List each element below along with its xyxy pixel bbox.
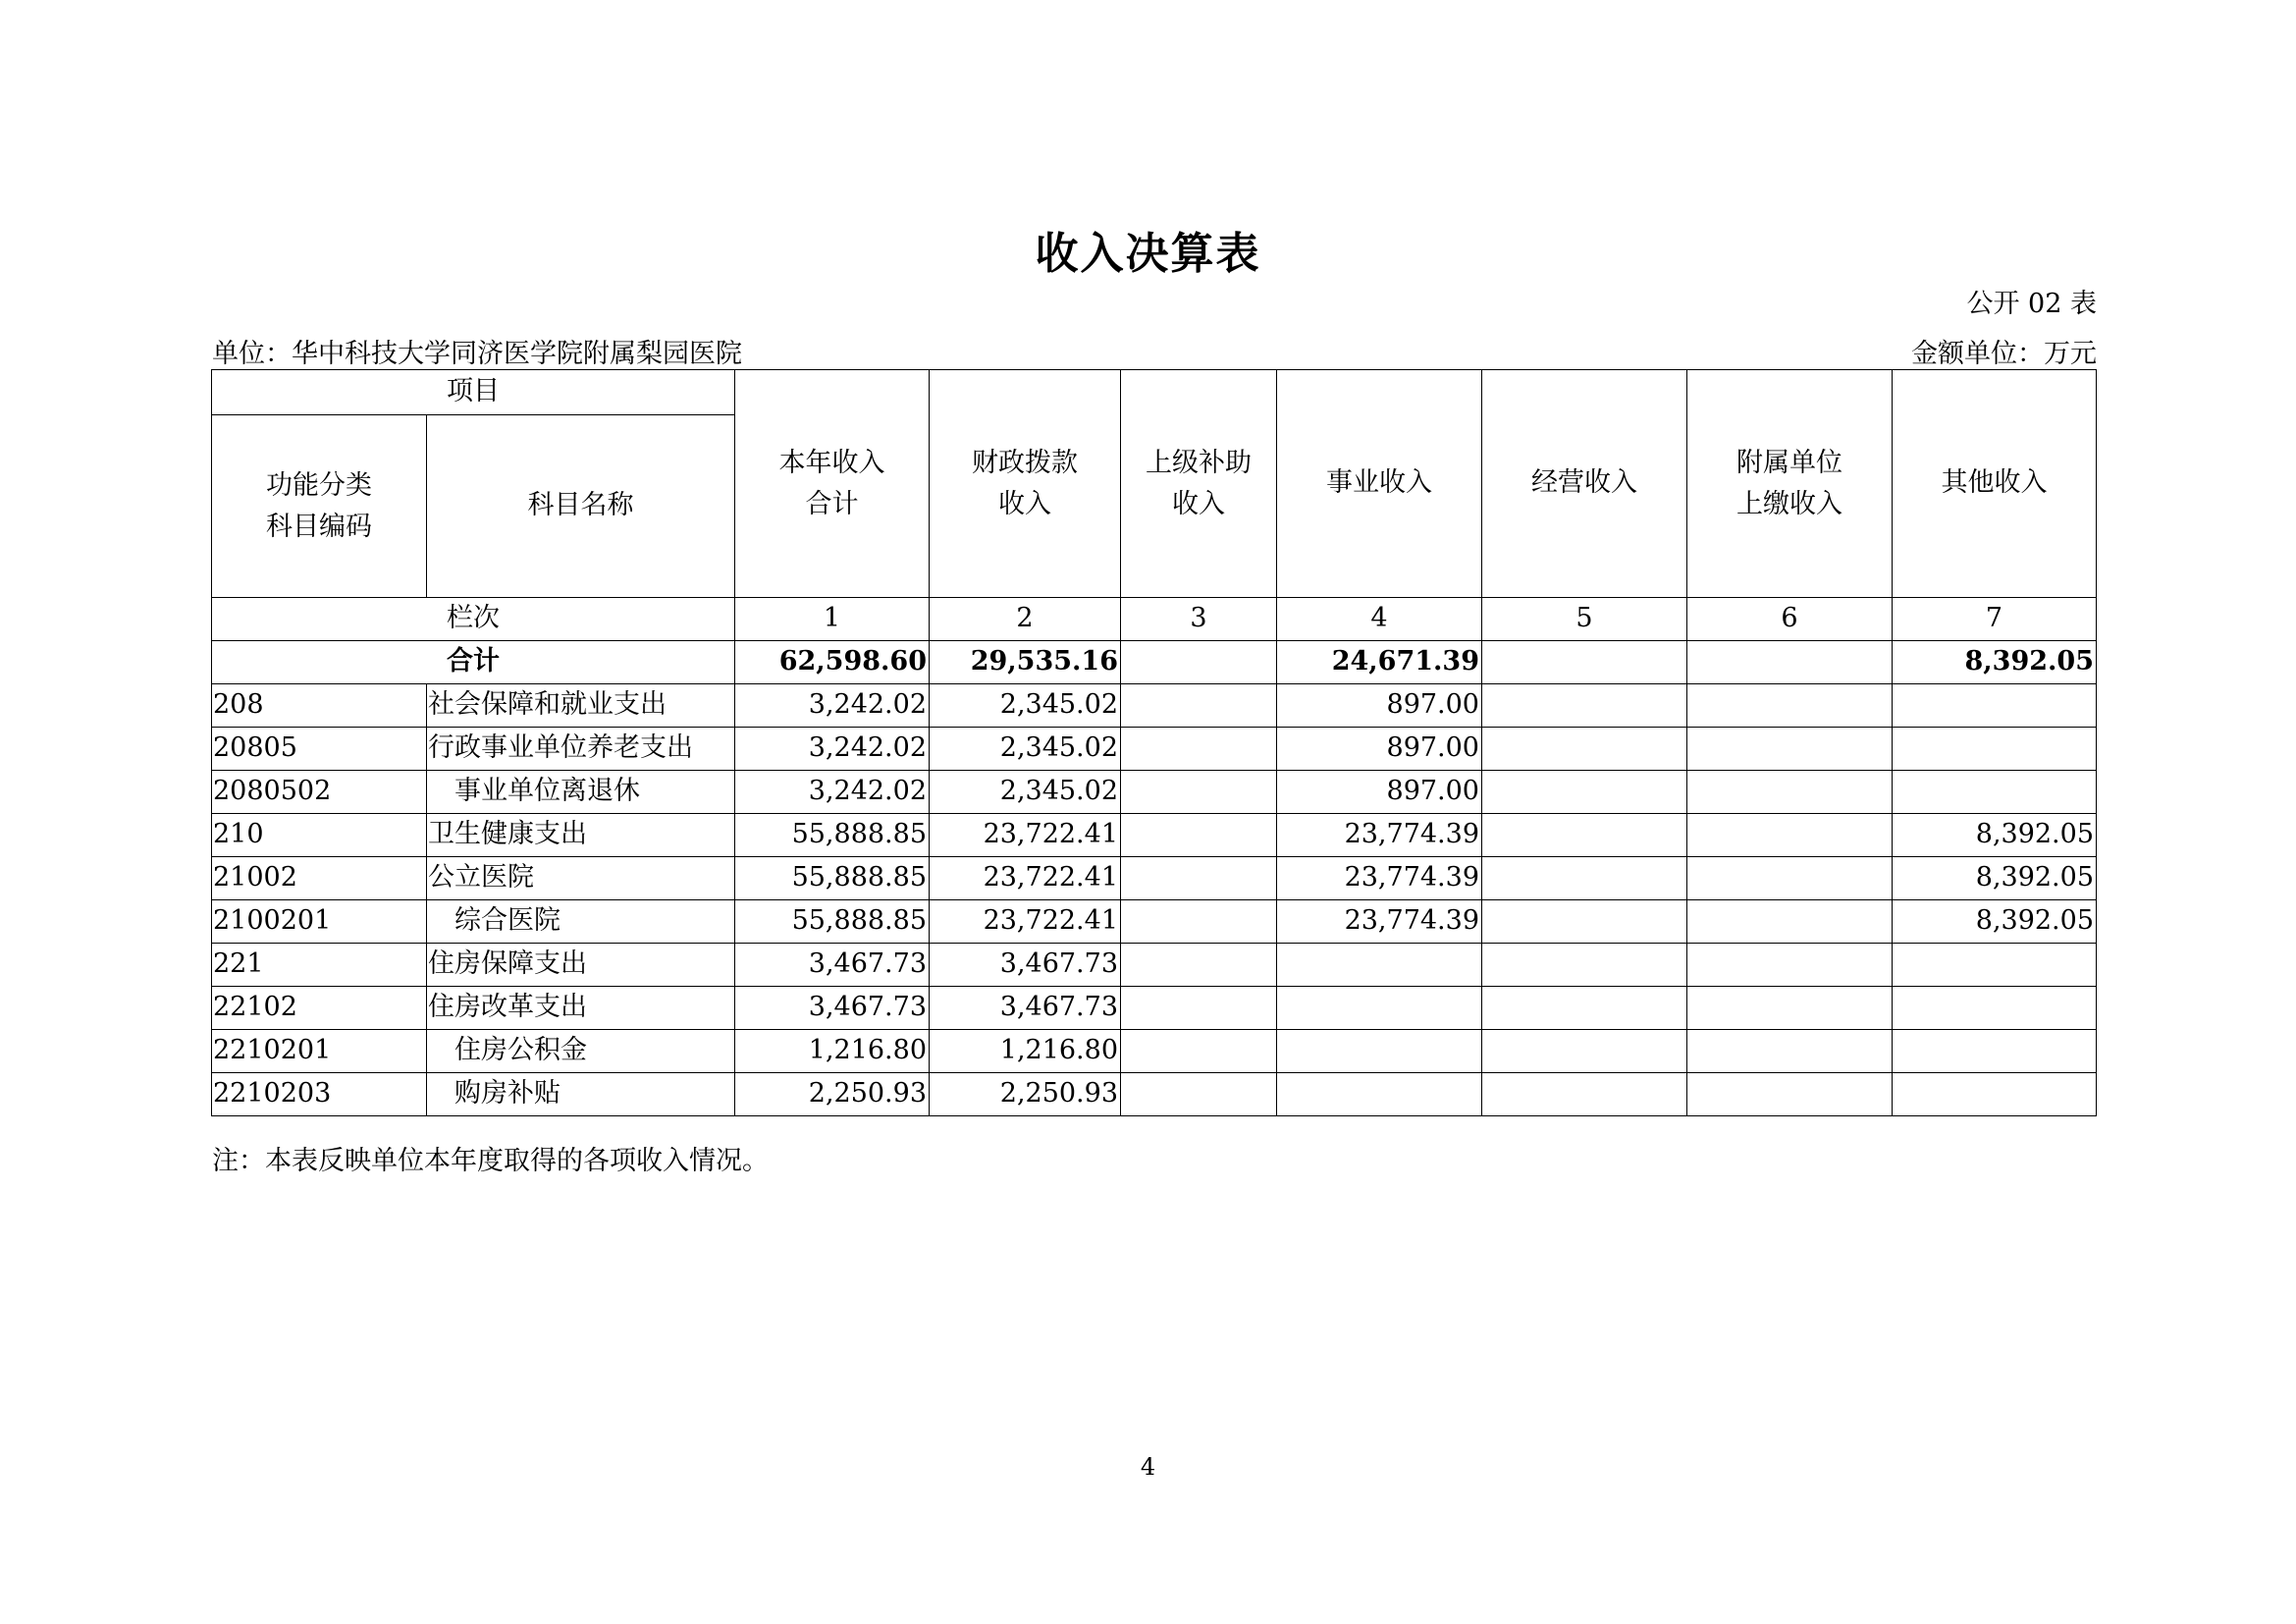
column-index-cell: 6 xyxy=(1687,598,1893,641)
amount-cell xyxy=(1687,857,1893,900)
column-index-cell: 2 xyxy=(930,598,1121,641)
amount-cell: 23,722.41 xyxy=(930,814,1121,857)
subject-name: 卫生健康支出 xyxy=(427,814,735,857)
subject-name: 事业单位离退休 xyxy=(427,771,735,814)
table-row xyxy=(212,728,2097,771)
amount-cell xyxy=(1277,987,1482,1030)
subject-name: 公立医院 xyxy=(427,857,735,900)
page-number: 4 xyxy=(1140,1453,1156,1481)
table-row xyxy=(212,771,2097,814)
amount-cell xyxy=(1687,728,1893,771)
unit-label: 单位：华中科技大学同济医学院附属梨园医院 xyxy=(212,339,742,369)
amount-cell: 897.00 xyxy=(1277,684,1482,728)
subject-code: 2100201 xyxy=(212,900,427,944)
amount-cell xyxy=(1893,1030,2097,1073)
amount-cell xyxy=(1277,1073,1482,1116)
amount-cell xyxy=(1482,771,1687,814)
subject-name: 行政事业单位养老支出 xyxy=(427,728,735,771)
header-col3-line1: 上级补助 xyxy=(1146,447,1252,478)
amount-cell: 2,345.02 xyxy=(930,728,1121,771)
amount-cell: 1,216.80 xyxy=(930,1030,1121,1073)
column-index-cell: 3 xyxy=(1121,598,1277,641)
amount-cell xyxy=(1482,814,1687,857)
total-row xyxy=(212,641,2097,684)
header-col4: 事业收入 xyxy=(1277,370,1482,598)
header-col1 xyxy=(735,370,930,598)
amount-cell xyxy=(1687,900,1893,944)
amount-cell xyxy=(1482,684,1687,728)
total-label: 合计 xyxy=(212,641,735,684)
subject-code: 22102 xyxy=(212,987,427,1030)
footnote: 注：本表反映单位本年度取得的各项收入情况。 xyxy=(212,1146,769,1176)
subject-name: 综合医院 xyxy=(427,900,735,944)
amount-cell xyxy=(1893,684,2097,728)
table-row xyxy=(212,814,2097,857)
header-col7: 其他收入 xyxy=(1893,370,2097,598)
amount-cell xyxy=(1687,1073,1893,1116)
header-col2 xyxy=(930,370,1121,598)
amount-cell: 2,250.93 xyxy=(735,1073,930,1116)
header-func-code-line2: 科目编码 xyxy=(266,511,372,542)
amount-cell: 23,774.39 xyxy=(1277,857,1482,900)
amount-cell xyxy=(1121,987,1277,1030)
total-cell xyxy=(1482,641,1687,684)
amount-cell: 3,467.73 xyxy=(735,987,930,1030)
amount-cell xyxy=(1482,944,1687,987)
amount-cell: 55,888.85 xyxy=(735,814,930,857)
header-func-code xyxy=(212,415,427,598)
header-project: 项目 xyxy=(212,370,735,415)
total-cell xyxy=(1121,641,1277,684)
header-col5: 经营收入 xyxy=(1482,370,1687,598)
amount-cell xyxy=(1121,684,1277,728)
amount-cell xyxy=(1482,1030,1687,1073)
amount-cell: 55,888.85 xyxy=(735,900,930,944)
amount-cell xyxy=(1121,857,1277,900)
amount-cell xyxy=(1893,987,2097,1030)
column-index-cell: 7 xyxy=(1893,598,2097,641)
header-subject-name: 科目名称 xyxy=(427,415,735,598)
amount-cell xyxy=(1121,1030,1277,1073)
amount-cell: 2,250.93 xyxy=(930,1073,1121,1116)
amount-cell: 23,722.41 xyxy=(930,857,1121,900)
subject-code: 20805 xyxy=(212,728,427,771)
header-col2-line2: 收入 xyxy=(998,488,1051,519)
header-col1-line2: 合计 xyxy=(805,488,859,519)
page-title: 收入决算表 xyxy=(1035,229,1261,279)
form-number: 公开 02 表 xyxy=(1966,289,2097,319)
table-row xyxy=(212,987,2097,1030)
amount-cell xyxy=(1687,771,1893,814)
subject-name: 社会保障和就业支出 xyxy=(427,684,735,728)
amount-cell: 3,242.02 xyxy=(735,771,930,814)
subject-name: 购房补贴 xyxy=(427,1073,735,1116)
amount-cell xyxy=(1687,684,1893,728)
amount-cell: 55,888.85 xyxy=(735,857,930,900)
amount-cell xyxy=(1121,814,1277,857)
amount-cell: 3,467.73 xyxy=(735,944,930,987)
amount-cell xyxy=(1687,1030,1893,1073)
amount-cell: 897.00 xyxy=(1277,771,1482,814)
table-row xyxy=(212,684,2097,728)
amount-cell: 3,467.73 xyxy=(930,944,1121,987)
amount-unit: 金额单位：万元 xyxy=(1911,339,2097,369)
amount-cell: 8,392.05 xyxy=(1893,857,2097,900)
header-col3 xyxy=(1121,370,1277,598)
amount-cell xyxy=(1482,728,1687,771)
amount-cell xyxy=(1482,987,1687,1030)
amount-cell xyxy=(1687,987,1893,1030)
amount-cell: 23,774.39 xyxy=(1277,814,1482,857)
table-row xyxy=(212,857,2097,900)
table-row xyxy=(212,1030,2097,1073)
subject-code: 21002 xyxy=(212,857,427,900)
header-col2-line1: 财政拨款 xyxy=(972,447,1078,478)
column-index-cell: 1 xyxy=(735,598,930,641)
amount-cell: 3,242.02 xyxy=(735,728,930,771)
amount-cell xyxy=(1121,944,1277,987)
amount-cell xyxy=(1687,814,1893,857)
subject-code: 208 xyxy=(212,684,427,728)
income-table xyxy=(211,369,2097,1116)
header-col1-line1: 本年收入 xyxy=(778,447,885,478)
header-col6-line1: 附属单位 xyxy=(1736,447,1842,478)
amount-cell: 3,467.73 xyxy=(930,987,1121,1030)
subject-code: 210 xyxy=(212,814,427,857)
amount-cell xyxy=(1482,900,1687,944)
amount-cell xyxy=(1687,944,1893,987)
amount-cell xyxy=(1121,1073,1277,1116)
amount-cell: 897.00 xyxy=(1277,728,1482,771)
amount-cell xyxy=(1277,1030,1482,1073)
header-func-code-line1: 功能分类 xyxy=(266,469,372,501)
header-col3-line2: 收入 xyxy=(1172,488,1225,519)
subject-name: 住房改革支出 xyxy=(427,987,735,1030)
amount-cell: 2,345.02 xyxy=(930,684,1121,728)
amount-cell: 23,722.41 xyxy=(930,900,1121,944)
table-row xyxy=(212,1073,2097,1116)
subject-code: 2210201 xyxy=(212,1030,427,1073)
amount-cell: 23,774.39 xyxy=(1277,900,1482,944)
amount-cell xyxy=(1482,1073,1687,1116)
amount-cell xyxy=(1893,1073,2097,1116)
total-cell xyxy=(1687,641,1893,684)
subject-code: 2210203 xyxy=(212,1073,427,1116)
amount-cell xyxy=(1121,728,1277,771)
total-cell: 8,392.05 xyxy=(1893,641,2097,684)
header-col6 xyxy=(1687,370,1893,598)
column-index-row xyxy=(212,598,2097,641)
subject-code: 221 xyxy=(212,944,427,987)
column-index-label: 栏次 xyxy=(212,598,735,641)
amount-cell xyxy=(1121,771,1277,814)
subject-name: 住房公积金 xyxy=(427,1030,735,1073)
amount-cell: 2,345.02 xyxy=(930,771,1121,814)
amount-cell: 1,216.80 xyxy=(735,1030,930,1073)
table-row xyxy=(212,944,2097,987)
amount-cell xyxy=(1893,944,2097,987)
amount-cell xyxy=(1893,728,2097,771)
amount-cell: 8,392.05 xyxy=(1893,814,2097,857)
column-index-cell: 5 xyxy=(1482,598,1687,641)
amount-cell: 8,392.05 xyxy=(1893,900,2097,944)
total-cell: 62,598.60 xyxy=(735,641,930,684)
subject-code: 2080502 xyxy=(212,771,427,814)
header-col6-line2: 上缴收入 xyxy=(1736,488,1842,519)
total-cell: 29,535.16 xyxy=(930,641,1121,684)
amount-cell xyxy=(1277,944,1482,987)
amount-cell xyxy=(1893,771,2097,814)
amount-cell xyxy=(1121,900,1277,944)
total-cell: 24,671.39 xyxy=(1277,641,1482,684)
subject-name: 住房保障支出 xyxy=(427,944,735,987)
amount-cell: 3,242.02 xyxy=(735,684,930,728)
amount-cell xyxy=(1482,857,1687,900)
table-row xyxy=(212,900,2097,944)
column-index-cell: 4 xyxy=(1277,598,1482,641)
